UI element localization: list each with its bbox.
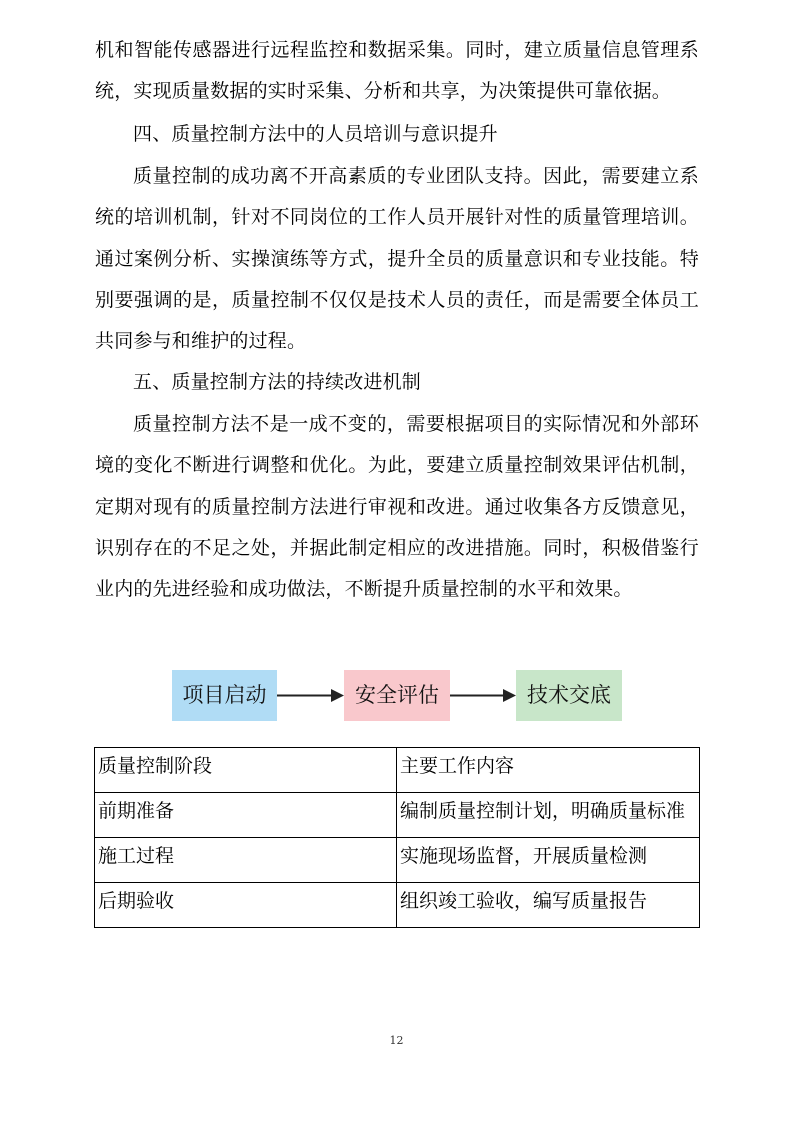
table-cell: 前期准备 bbox=[95, 793, 397, 838]
table-cell: 组织竣工验收，编写质量报告 bbox=[397, 883, 700, 928]
table-header-row bbox=[95, 748, 700, 793]
table-row bbox=[95, 793, 700, 838]
table-cell: 编制质量控制计划，明确质量标准 bbox=[397, 793, 700, 838]
section-heading-5: 五、质量控制方法的持续改进机制 bbox=[133, 371, 422, 393]
table-header-cell: 质量控制阶段 bbox=[95, 748, 397, 793]
paragraph-continued: 机和智能传感器进行远程监控和数据采集。同时，建立质量信息管理系统，实现质量数据的实时采集、分析和共享，为决策提供可靠依据。 bbox=[95, 39, 699, 103]
paragraph-improvement: 质量控制方法不是一成不变的，需要根据项目的实际情况和外部环境的变化不断进行调整和优化。为此，要建立质量控制效果评估机制，定期对现有的质量控制方法进行审视和改进。通过收集各方反馈意见，识别存在的不足之处，并据此制定相应的改进措施。同时，积极借鉴行业内的先进经验和成功做法，不断提升质量控制的水平和效果。 bbox=[95, 413, 699, 601]
table-row bbox=[95, 883, 700, 928]
process-flow-diagram bbox=[172, 670, 622, 721]
table-cell: 施工过程 bbox=[95, 838, 397, 883]
flow-step-technical-briefing: 技术交底 bbox=[516, 670, 622, 721]
table-header-cell: 主要工作内容 bbox=[397, 748, 700, 793]
flow-arrow-icon bbox=[450, 670, 516, 721]
section-heading-4: 四、质量控制方法中的人员培训与意识提升 bbox=[133, 123, 498, 145]
flow-step-safety-assessment: 安全评估 bbox=[344, 670, 450, 721]
quality-control-table bbox=[94, 747, 700, 928]
flow-step-project-start: 项目启动 bbox=[172, 670, 277, 721]
paragraph-training: 质量控制的成功离不开高素质的专业团队支持。因此，需要建立系统的培训机制，针对不同岗位的工作人员开展针对性的质量管理培训。通过案例分析、实操演练等方式，提升全员的质量意识和专业技能。特别要强调的是，质量控制不仅仅是技术人员的责任，而是需要全体员工共同参与和维护的过程。 bbox=[95, 165, 699, 353]
flow-arrow-icon bbox=[277, 670, 344, 721]
page-number: 12 bbox=[389, 1034, 404, 1047]
table-cell: 实施现场监督，开展质量检测 bbox=[397, 838, 700, 883]
table-cell: 后期验收 bbox=[95, 883, 397, 928]
table-row bbox=[95, 838, 700, 883]
